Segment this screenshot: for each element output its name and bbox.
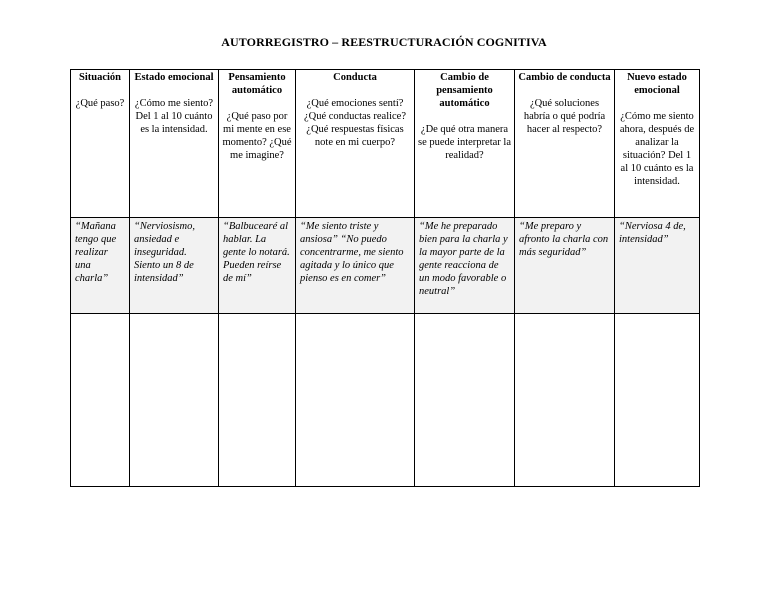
column-header-behavior-change: Cambio de conducta ¿Qué soluciones habría o qué podría hacer al respecto? — [515, 70, 615, 218]
empty-cell — [296, 314, 415, 487]
column-header-thought-change: Cambio de pensamiento automático ¿De qué otra manera se puede interpretar la realidad? — [415, 70, 515, 218]
column-header-behavior: Conducta ¿Qué emociones sentí? ¿Qué conductas realice? ¿Qué respuestas físicas note en mi cuerpo? — [296, 70, 415, 218]
example-cell-emotional-state: “Nerviosismo, ansiedad e inseguridad. Siento un 8 de intensidad” — [130, 218, 219, 314]
example-cell-automatic-thought: “Balbucearé al hablar. La gente lo notará. Pueden reírse de mí” — [219, 218, 296, 314]
example-cell-behavior-change: “Me preparo y afronto la charla con más seguridad” — [515, 218, 615, 314]
column-header-new-emotional-state: Nuevo estado emocional ¿Cómo me siento ahora, después de analizar la situación? Del 1 al 10 cuánto es la intensidad. — [615, 70, 700, 218]
empty-cell — [415, 314, 515, 487]
column-header-situation: Situación ¿Qué paso? — [71, 70, 130, 218]
column-header-emotional-state: Estado emocional ¿Cómo me siento? Del 1 al 10 cuánto es la intensidad. — [130, 70, 219, 218]
self-record-table — [70, 69, 700, 487]
example-row — [71, 218, 700, 314]
empty-cell — [130, 314, 219, 487]
document-title: AUTORREGISTRO – REESTRUCTURACIÓN COGNITIVA — [221, 35, 547, 49]
empty-cell — [71, 314, 130, 487]
column-header-automatic-thought: Pensamiento automático ¿Qué paso por mi mente en ese momento? ¿Qué me imagine? — [219, 70, 296, 218]
empty-cell — [615, 314, 700, 487]
example-cell-new-emotional-state: “Nerviosa 4 de, intensidad” — [615, 218, 700, 314]
empty-cell — [515, 314, 615, 487]
example-cell-behavior: “Me siento triste y ansiosa” “No puedo concentrarme, me siento agitada y lo único que pienso es en comer” — [296, 218, 415, 314]
example-cell-situation: “Mañana tengo que realizar una charla” — [71, 218, 130, 314]
empty-row — [71, 314, 700, 487]
example-cell-thought-change: “Me he preparado bien para la charla y la mayor parte de la gente reacciona de un modo favorable o neutral” — [415, 218, 515, 314]
empty-cell — [219, 314, 296, 487]
header-row — [71, 70, 700, 218]
